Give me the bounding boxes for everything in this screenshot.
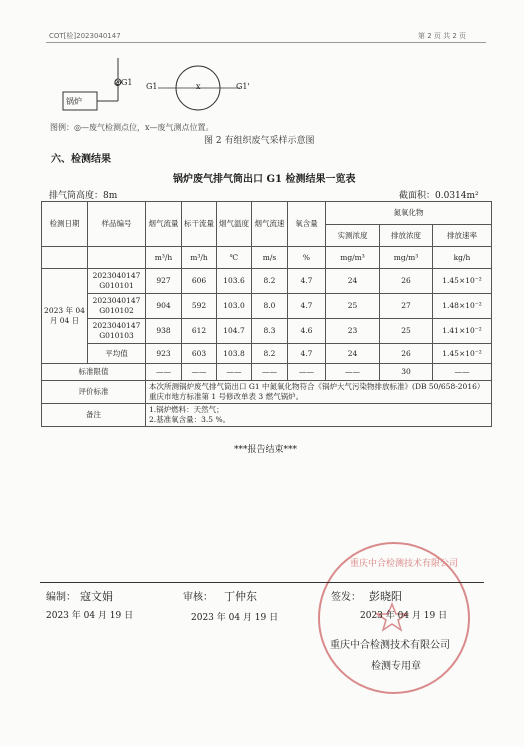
header-row-1	[42, 202, 492, 225]
signature-divider	[40, 582, 484, 583]
header-rate: 排放速率	[433, 225, 492, 247]
std-flow-cell: 592	[182, 294, 217, 319]
header-nox: 氮氧化物	[326, 202, 492, 225]
limit-row	[42, 364, 492, 381]
measured-cell: 23	[326, 319, 380, 344]
issued-date: 2023 年 04 月 19 日	[360, 611, 448, 621]
header-speed: 烟气流速	[252, 202, 288, 247]
stack-height: 排气筒高度：8m	[49, 191, 118, 201]
measured-cell: 24	[326, 269, 380, 294]
sample-id-cell: 2023040147 G010103	[88, 319, 146, 344]
axis-left-label: G1	[146, 82, 158, 91]
limit-emission: 30	[380, 364, 433, 381]
limit-dash: ——	[182, 364, 217, 381]
x-mark: x	[196, 82, 201, 91]
speed-cell: 8.0	[252, 294, 288, 319]
reviewed-label: 审核：	[183, 592, 213, 603]
unit-o2: %	[288, 247, 326, 269]
page-indicator: 第 2 页 共 2 页	[418, 32, 467, 40]
flow-cell: 927	[146, 269, 182, 294]
avg-o2: 4.7	[288, 344, 326, 364]
o2-cell: 4.7	[288, 269, 326, 294]
temp-cell: 103.0	[217, 294, 252, 319]
table-row	[42, 269, 492, 294]
notes-text: 1.锅炉燃料：天然气； 2.基准氧含量：3.5 %。	[146, 404, 492, 427]
header-divider	[46, 42, 486, 43]
emission-cell: 26	[380, 269, 433, 294]
std-flow-cell: 612	[182, 319, 217, 344]
table-title: 锅炉废气排气筒出口 G1 检测结果一览表	[173, 174, 356, 185]
header-measured: 实测浓度	[326, 225, 380, 247]
criteria-label: 评价标准	[42, 381, 146, 404]
axis-right-label: G1'	[236, 82, 250, 91]
temp-cell: 104.7	[217, 319, 252, 344]
std-flow-cell: 606	[182, 269, 217, 294]
avg-emission: 26	[380, 344, 433, 364]
notes-row	[42, 404, 492, 427]
reviewed-signature: 丁仲东	[224, 590, 257, 603]
unit-sample	[88, 247, 146, 269]
speed-cell: 8.2	[252, 269, 288, 294]
date-cell: 2023 年 04 月 04 日	[42, 269, 88, 364]
compiled-date: 2023 年 04 月 19 日	[46, 611, 134, 621]
sample-id-cell: 2023040147 G010102	[88, 294, 146, 319]
point-label: ◎G1	[114, 78, 133, 87]
flow-cell: 904	[146, 294, 182, 319]
limit-dash: ——	[288, 364, 326, 381]
limit-dash: ——	[326, 364, 380, 381]
avg-rate: 1.45×10⁻²	[433, 344, 492, 364]
speed-cell: 8.3	[252, 319, 288, 344]
avg-speed: 8.2	[252, 344, 288, 364]
issued-label: 签发：	[331, 592, 361, 603]
limit-dash: ——	[252, 364, 288, 381]
limit-label: 标准限值	[42, 364, 146, 381]
unit-emission: mg/m³	[380, 247, 433, 269]
unit-measured: mg/m³	[326, 247, 380, 269]
emission-cell: 25	[380, 319, 433, 344]
seal-text: 重庆中合检测技术有限公司	[350, 559, 459, 569]
section-title: 六、检测结果	[51, 154, 111, 165]
notes-label: 备注	[42, 404, 146, 427]
cross-section-area: 截面积：0.0314m²	[399, 191, 479, 201]
unit-rate: kg/h	[433, 247, 492, 269]
avg-std-flow: 603	[182, 344, 217, 364]
header-temp: 烟气温度	[217, 202, 252, 247]
unit-temp: ℃	[217, 247, 252, 269]
figure-legend: 图例：◎—废气检测点位，x—废气测点位置。	[50, 123, 214, 132]
boiler-label: 锅炉	[66, 97, 82, 106]
sample-id-cell: 2023040147 G010101	[88, 269, 146, 294]
unit-row	[42, 247, 492, 269]
figure-caption: 图 2 有组织废气采样示意图	[204, 136, 315, 146]
rate-cell: 1.48×10⁻²	[433, 294, 492, 319]
measured-cell: 25	[326, 294, 380, 319]
report-end: ***报告结束***	[234, 445, 298, 455]
avg-measured: 24	[326, 344, 380, 364]
compiled-label: 编制：	[46, 592, 76, 603]
header-sample: 样品编号	[88, 202, 146, 247]
reviewed-date: 2023 年 04 月 19 日	[191, 613, 279, 623]
rate-cell: 1.41×10⁻²	[433, 319, 492, 344]
seal-label: 检测专用章	[371, 661, 421, 672]
avg-temp: 103.8	[217, 344, 252, 364]
limit-dash: ——	[433, 364, 492, 381]
compiled-signature: 寇文娟	[80, 590, 113, 603]
flow-cell: 938	[146, 319, 182, 344]
header-std-flow: 标干流量	[182, 202, 217, 247]
o2-cell: 4.6	[288, 319, 326, 344]
company-name: 重庆中合检测技术有限公司	[330, 640, 450, 651]
unit-speed: m/s	[252, 247, 288, 269]
header-emission: 排放浓度	[380, 225, 433, 247]
average-row	[42, 344, 492, 364]
avg-flow: 923	[146, 344, 182, 364]
sampling-diagram	[40, 50, 290, 130]
report-number: COT[检]2023040147	[49, 32, 121, 40]
limit-dash: ——	[146, 364, 182, 381]
criteria-text: 本次所测锅炉废气排气筒出口 G1 中氮氧化物符合《锅炉大气污染物排放标准》(DB 50/658-2016）重庆市地方标准第 1 号修改单表 3 燃气锅炉。	[146, 381, 492, 404]
average-label: 平均值	[88, 344, 146, 364]
header-flow: 烟气流量	[146, 202, 182, 247]
table-row	[42, 319, 492, 344]
limit-dash: ——	[217, 364, 252, 381]
unit-flow: m³/h	[146, 247, 182, 269]
criteria-row	[42, 381, 492, 404]
unit-std-flow: m³/h	[182, 247, 217, 269]
temp-cell: 103.6	[217, 269, 252, 294]
rate-cell: 1.45×10⁻²	[433, 269, 492, 294]
o2-cell: 4.7	[288, 294, 326, 319]
emission-cell: 27	[380, 294, 433, 319]
results-table	[41, 201, 492, 427]
header-date: 检测日期	[42, 202, 88, 247]
unit-date	[42, 247, 88, 269]
issued-signature: 彭晓阳	[369, 590, 402, 603]
header-o2: 氧含量	[288, 202, 326, 247]
table-row	[42, 294, 492, 319]
